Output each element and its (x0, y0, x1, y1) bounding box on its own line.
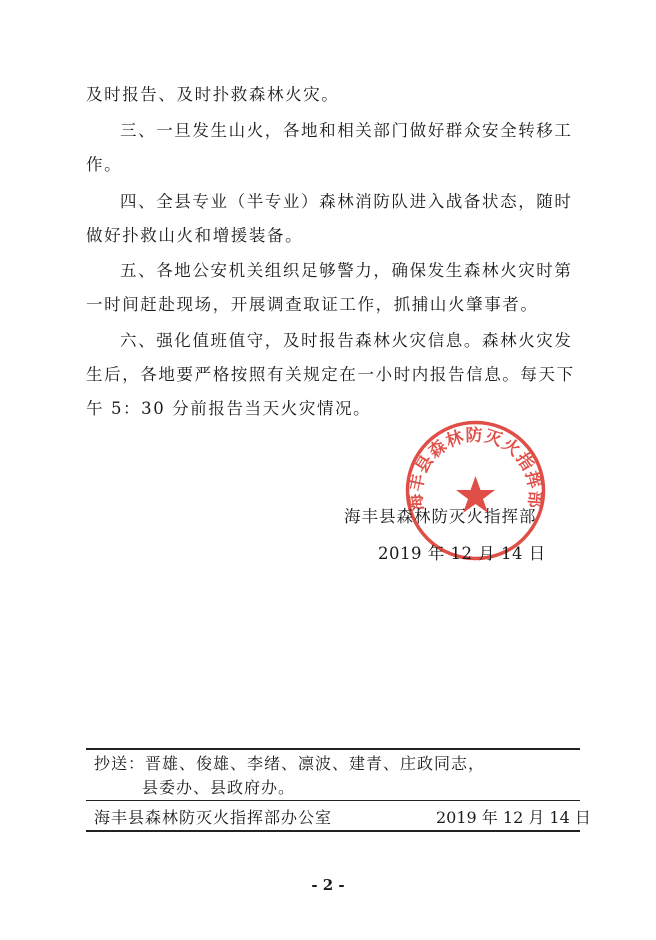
cc-recipients-line-2: 县委办、县政府办。 (142, 778, 296, 797)
divider-middle (86, 800, 580, 801)
paragraph-item-3: 三、一旦发生山火，各地和相关部门做好群众安全转移工作。 (86, 121, 573, 174)
signature-date: 2019 年 12 月 14 日 (378, 544, 546, 563)
footer-date: 2019 年 12 月 14 日 (436, 808, 591, 827)
divider-top (86, 748, 580, 750)
divider-bottom (86, 830, 580, 832)
paragraph-item-4: 四、全县专业（半专业）森林消防队进入战备状态，随时做好扑救山火和增援装备。 (86, 192, 573, 245)
paragraph-item-6: 六、强化值班值守，及时报告森林火灾信息。森林火灾发生后，各地要严格按照有关规定在一小时内报告信息。每天下午 5：30 分前报告当天火灾情况。 (86, 331, 575, 418)
signature-organization: 海丰县森林防灭火指挥部 (344, 507, 537, 526)
footer-issuing-office: 海丰县森林防灭火指挥部办公室 (94, 808, 333, 827)
page-number: - 2 - (311, 876, 345, 894)
svg-text:海丰县森林防灭火指挥部: 海丰县森林防灭火指挥部 (405, 425, 546, 512)
cc-recipients-line-1: 抄送：晋雄、俊雄、李绪、凛波、建青、庄政同志， (94, 754, 486, 773)
paragraph-continuation: 及时报告、及时扑救森林火灾。 (86, 85, 340, 104)
paragraph-item-5: 五、各地公安机关组织足够警力，确保发生森林火灾时第一时间赶赴现场，开展调查取证工作，抓捕山火肇事者。 (86, 261, 573, 314)
